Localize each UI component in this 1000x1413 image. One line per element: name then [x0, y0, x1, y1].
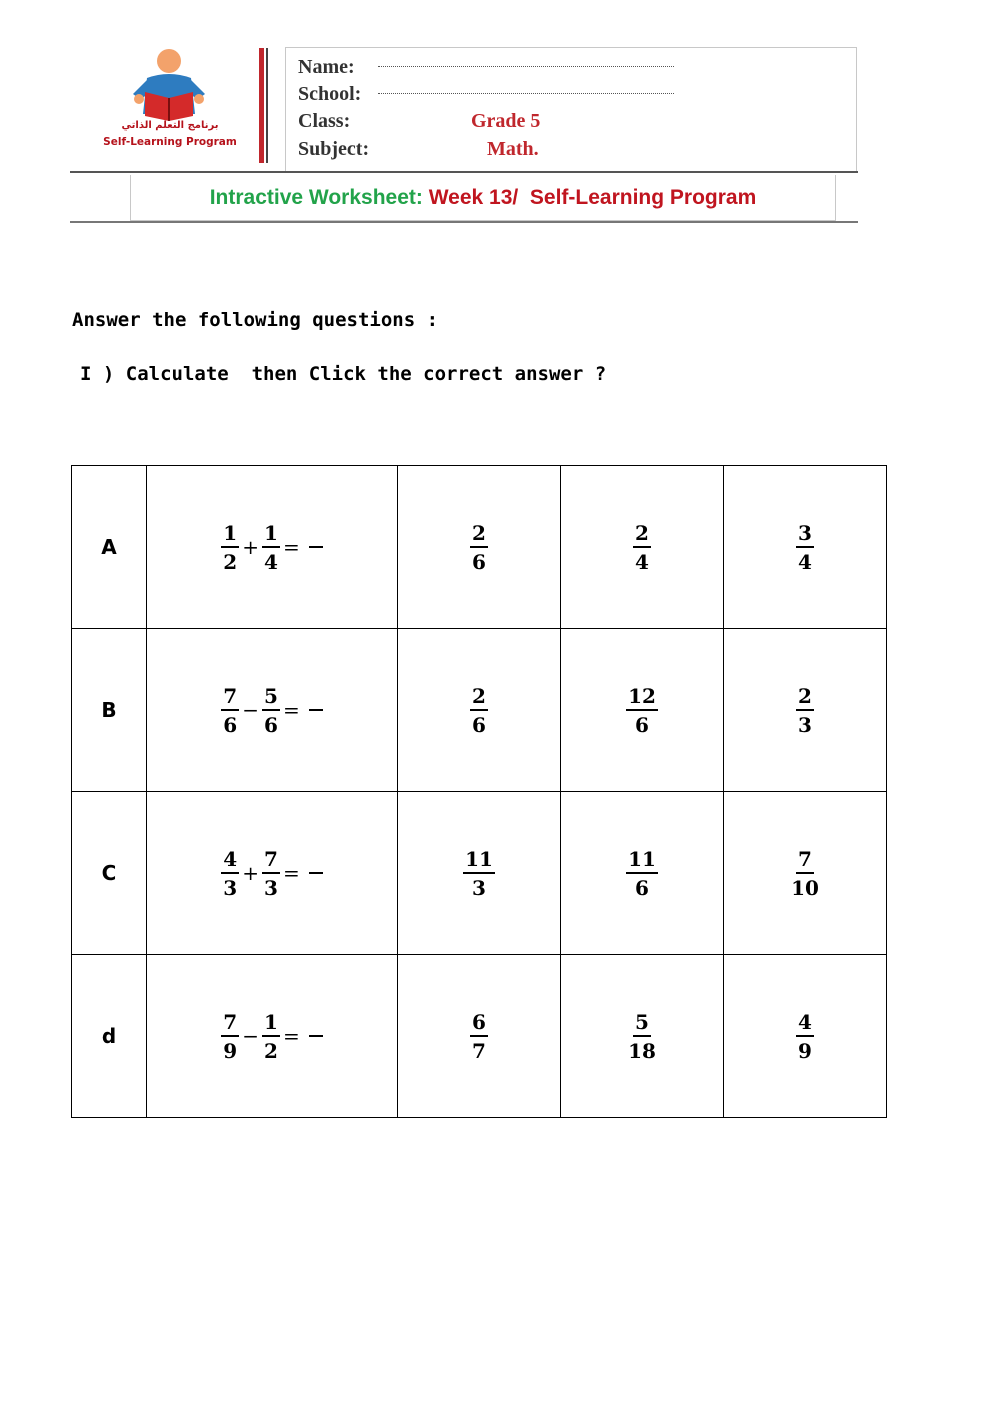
question-expression: [147, 955, 398, 1118]
equals-sign: =: [283, 698, 300, 722]
question-row: [72, 629, 887, 792]
numerator: 2: [796, 686, 814, 711]
numerator: 1: [262, 523, 280, 548]
denominator: 3: [223, 875, 238, 900]
answer-option[interactable]: [724, 466, 887, 629]
school-dotted-line: [378, 93, 674, 94]
option-fraction: [626, 846, 658, 900]
equals-sign: =: [283, 861, 300, 885]
answer-option[interactable]: [724, 629, 887, 792]
option-fraction: [796, 1009, 814, 1063]
numerator: 4: [796, 1012, 814, 1037]
option-fraction: [470, 520, 488, 574]
question-expression: [147, 792, 398, 955]
operator-sign: +: [242, 535, 259, 559]
subject-label: Subject:: [298, 138, 370, 160]
denominator: 10: [791, 875, 819, 900]
logo-english-text: Self-Learning Program: [103, 136, 237, 148]
divider-light: [285, 48, 286, 172]
question-expression: [147, 466, 398, 629]
banner-suffix: Week 13/ Self-Learning Program: [428, 185, 757, 209]
denominator: 3: [472, 875, 486, 900]
question-label: C: [72, 792, 147, 955]
option-fraction: [796, 683, 814, 737]
divider-red: [259, 48, 264, 163]
question-expression: [147, 629, 398, 792]
left-fraction: [221, 683, 239, 737]
class-label: Class:: [298, 110, 351, 132]
option-fraction: [470, 1009, 488, 1063]
denominator: 6: [472, 712, 486, 737]
denominator: 6: [635, 875, 649, 900]
numerator: 1: [221, 523, 239, 548]
banner-rule: [70, 221, 858, 223]
answer-option[interactable]: [724, 955, 887, 1118]
right-fraction: [262, 1009, 280, 1063]
question-label: d: [72, 955, 147, 1118]
answer-option[interactable]: [398, 955, 561, 1118]
option-fraction: [626, 683, 658, 737]
denominator: 4: [635, 549, 649, 574]
question-row: [72, 955, 887, 1118]
logo-arabic-text: برنامج التعلم الذاتي: [121, 120, 219, 131]
denominator: 7: [472, 1038, 486, 1063]
option-fraction: [796, 520, 814, 574]
answer-blank: [309, 546, 323, 548]
left-fraction: [221, 846, 239, 900]
name-label: Name:: [298, 56, 355, 78]
denominator: 6: [472, 549, 486, 574]
subject-value: Math.: [487, 138, 539, 160]
instruction-heading: Answer the following questions :: [72, 309, 439, 331]
school-field[interactable]: [298, 83, 361, 106]
reading-child-icon: [95, 44, 245, 122]
name-field[interactable]: [298, 56, 355, 79]
operator-sign: −: [242, 698, 259, 722]
numerator: 11: [626, 849, 658, 874]
question-table: [71, 465, 887, 1118]
denominator: 4: [264, 549, 278, 574]
denominator: 6: [635, 712, 649, 737]
numerator: 11: [463, 849, 495, 874]
question-label: B: [72, 629, 147, 792]
question-label: A: [72, 466, 147, 629]
option-fraction: [789, 846, 821, 900]
denominator: 18: [628, 1038, 656, 1063]
left-fraction: [221, 1009, 239, 1063]
denominator: 2: [223, 549, 238, 574]
denominator: 3: [264, 875, 278, 900]
denominator: 9: [798, 1038, 812, 1063]
divider-right: [856, 48, 857, 172]
left-fraction: [221, 520, 239, 574]
class-value: Grade 5: [471, 110, 541, 132]
answer-option[interactable]: [561, 466, 724, 629]
option-fraction: [470, 683, 488, 737]
numerator: 3: [796, 523, 814, 548]
divider-top: [285, 47, 857, 48]
option-fraction: [463, 846, 495, 900]
answer-option[interactable]: [724, 792, 887, 955]
answer-blank: [309, 1035, 323, 1037]
numerator: 5: [262, 686, 280, 711]
option-fraction: [633, 520, 651, 574]
denominator: 6: [223, 712, 238, 737]
right-fraction: [262, 683, 280, 737]
school-logo: [95, 44, 245, 162]
answer-option[interactable]: [398, 792, 561, 955]
answer-option[interactable]: [398, 629, 561, 792]
numerator: 2: [633, 523, 651, 548]
operator-sign: −: [242, 1024, 259, 1048]
answer-option[interactable]: [561, 629, 724, 792]
answer-option[interactable]: [561, 792, 724, 955]
numerator: 5: [633, 1012, 651, 1037]
answer-option[interactable]: [561, 955, 724, 1118]
equals-sign: =: [283, 535, 300, 559]
numerator: 7: [796, 849, 814, 874]
numerator: 4: [221, 849, 239, 874]
numerator: 6: [470, 1012, 488, 1037]
worksheet-banner: [130, 175, 836, 221]
denominator: 6: [264, 712, 278, 737]
numerator: 7: [221, 686, 239, 711]
question-row: [72, 466, 887, 629]
header-rule: [70, 171, 858, 173]
right-fraction: [262, 520, 280, 574]
divider-dark: [266, 48, 268, 163]
answer-blank: [309, 709, 323, 711]
numerator: 2: [470, 523, 488, 548]
school-label: School:: [298, 83, 362, 105]
denominator: 3: [798, 712, 812, 737]
equals-sign: =: [283, 1024, 300, 1048]
name-dotted-line: [378, 66, 674, 67]
numerator: 2: [470, 686, 488, 711]
option-fraction: [626, 1009, 658, 1063]
question-row: [72, 792, 887, 955]
instruction-task: I ) Calculate then Click the correct answer ?: [80, 363, 607, 385]
denominator: 4: [798, 549, 812, 574]
numerator: 12: [626, 686, 658, 711]
numerator: 7: [221, 1012, 239, 1037]
answer-blank: [309, 872, 323, 874]
denominator: 2: [264, 1038, 278, 1063]
denominator: 9: [223, 1038, 238, 1063]
numerator: 1: [262, 1012, 280, 1037]
operator-sign: +: [242, 861, 259, 885]
right-fraction: [262, 846, 280, 900]
numerator: 7: [262, 849, 280, 874]
banner-prefix: Intractive Worksheet:: [209, 185, 423, 209]
answer-option[interactable]: [398, 466, 561, 629]
